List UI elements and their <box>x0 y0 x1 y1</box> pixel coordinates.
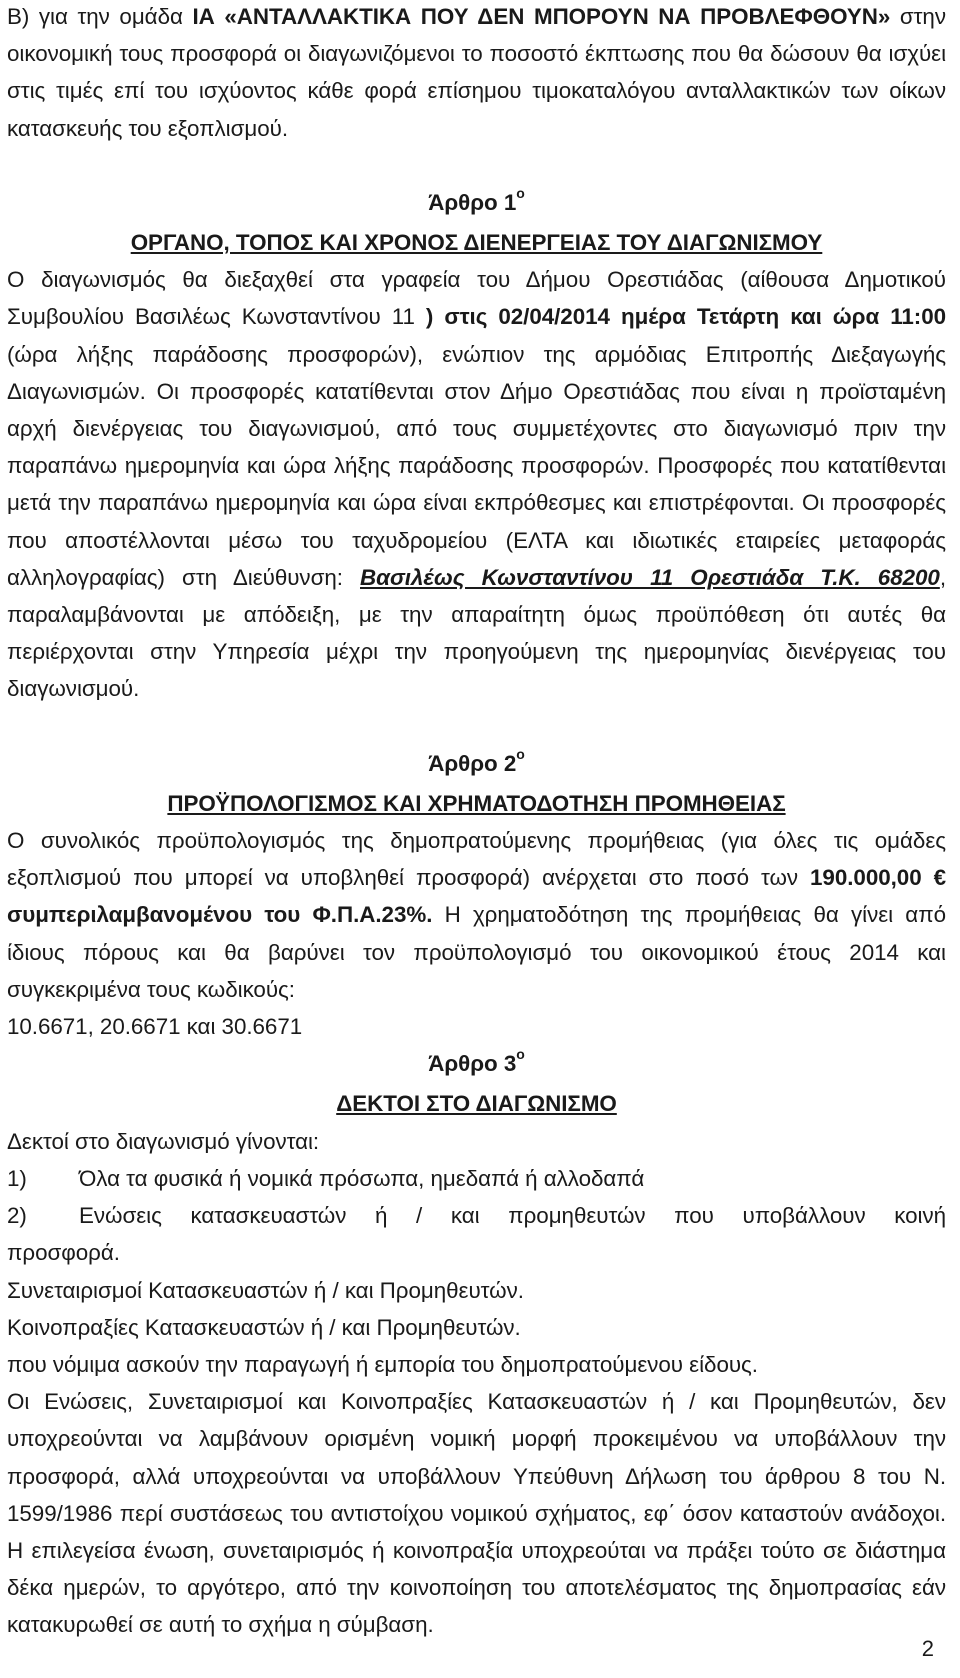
group-ia-title: ΙΑ «ΑΝΤΑΛΛΑΚΤΙΚΑ ΠΟΥ ΔΕΝ ΜΠΟΡΟΥΝ ΝΑ ΠΡΟΒΛΕΦΘΟΥΝ» <box>192 4 891 29</box>
intro-text: στην οικονομική τους προσφορά οι διαγωνιζόμενοι το ποσοστό έκπτωσης που θα δώσουν θα ισχύει στις τιμές επί του ισχύοντος κάθε φορά επίσημου τιμοκαταλόγου ανταλλακτικών των οίκων κατασκευής του εξοπλισμού. <box>7 4 946 141</box>
intro-prefix: Β) για την ομάδα <box>7 4 193 29</box>
list-item-continuation: προσφορά. <box>7 1240 120 1266</box>
ordinal-superscript: ο <box>516 745 525 762</box>
list-item: 1) Όλα τα φυσικά ή νομικά πρόσωπα, ημεδαπά ή αλλοδαπά <box>7 1165 645 1191</box>
list-item: 2) Ενώσεις κατασκευαστών ή / και προμηθευτών που υποβάλλουν κοινή <box>7 1197 946 1234</box>
ordinal-superscript: ο <box>516 184 525 201</box>
article-2-title: Άρθρο $2^o$ <box>428 745 525 776</box>
article-1-paragraph: Ο διαγωνισμός θα διεξαχθεί στα γραφεία του Δήμου Ορεστιάδας (αίθουσα Δημοτικού Συμβουλίου Βασιλέως Κωνσταντίνου 11 ) στις 02/04/2014 ημέρα Τετάρτη και ώρα 11:00 (ώρα λήξης παράδοσης προσφορών), ενώπιον της αρμόδιας Επιτροπής Διεξαγωγής Διαγωνισμών. Οι προσφορές κατατίθενται στον Δήμο Ορεστιάδας που είναι η προϊσταμένη αρχή διενέργειας του διαγωνισμού, από τους συμμετέχοντες στο διαγωνισμό πριν την παραπάνω ημερομηνία και ώρα λήξης παράδοσης προσφορών. Προσφορές που κατατίθενται μετά την παραπάνω ημερομηνία και ώρα είναι εκπρόθεσμες και επιστρέφονται. Οι προσφορές που αποστέλλονται μέσω του ταχυδρομείου (ΕΛΤΑ και ιδιωτικές εταιρείες μεταφοράς αλληλογραφίας) στη Διεύθυνση: Βασιλέως Κωνσταντίνου 11 Ορεστιάδα Τ.Κ. 68200, παραλαμβάνονται με απόδειξη, με την απαραίτητη όμως προϋπόθεση ότι αυτές θα περιέρχονται στην Υπηρεσία μέχρι την προηγούμενη της ημερομηνίας διενέργειας του διαγωνισμού. <box>7 267 947 702</box>
list-item-line: Ενώσεις κατασκευαστών ή / και προμηθευτών που υποβάλλουν κοινή <box>79 1203 946 1229</box>
page-number: 2 <box>921 1636 934 1661</box>
article-3-title: Άρθρο $3^o$ <box>428 1046 525 1077</box>
article-1-title: Άρθρο $1^o$ <box>428 184 525 215</box>
article-1-heading: ΟΡΓΑΝΟ, ΤΟΠΟΣ ΚΑΙ ΧΡΟΝΟΣ ΔΙΕΝΕΡΓΕΙΑΣ ΤΟΥ ΔΙΑΓΩΝΙΣΜΟΥ <box>130 230 823 256</box>
article-3-heading: ΔΕΚΤΟΙ ΣΤΟ ΔΙΑΓΩΝΙΣΜΟ <box>336 1091 617 1117</box>
article-3-paragraph: Οι Ενώσεις, Συνεταιρισμοί και Κοινοπραξίες Κατασκευαστών ή / και Προμηθευτών, δεν υποχρεούνται να λαμβάνουν ορισμένη νομική μορφή προκειμένου να υποβάλλουν την προσφορά, αλλά υποχρεούνται να υποβάλλουν Υπεύθυνη Δήλωση του άρθρου 8 του Ν. 1599/1986 περί συστάσεως του αντιστοίχου νομικού σχήματος, εφ΄ όσον καταστούν ανάδοχοι. Η επιλεγείσα ένωση, συνεταιρισμός ή κοινοπραξία υποχρεούται να πράξει τούτο σε διάστημα δέκα ημερών, το αργότερο, από την κοινοποίηση του αποτελέσματος της δημοπρασίας εάν κατακυρωθεί σε αυτή το σχήμα η σύμβαση. <box>7 1389 946 1638</box>
intro-paragraph <box>7 0 946 147</box>
ordinal-superscript: ο <box>516 1046 525 1063</box>
budget-codes: 10.6671, 20.6671 και 30.6671 <box>7 1014 303 1040</box>
postal-address: Βασιλέως Κωνσταντίνου 11 Ορεστιάδα Τ.Κ. 68200 <box>360 564 940 590</box>
eligible-lead: Δεκτοί στο διαγωνισμό γίνονται: <box>7 1128 320 1154</box>
joint-ventures-line: Κοινοπραξίες Κατασκευαστών ή / και Προμηθευτών. <box>7 1314 521 1340</box>
article-2-paragraph: Ο συνολικός προϋπολογισμός της δημοπρατούμενης προμήθειας (για όλες τις ομάδες εξοπλισμού που μπορεί να υποβληθεί προσφορά) ανέρχεται στο ποσό των 190.000,00 € συμπεριλαμβανομένου του Φ.Π.Α.23%. Η χρηματοδότηση της προμήθειας θα γίνει από ίδιους πόρους και θα βαρύνει τον προϋπολογισμό του οικονομικού έτους 2014 και συγκεκριμένα τους κωδικούς: <box>7 828 946 1002</box>
document-body <box>7 0 946 1644</box>
lawful-practice-line: που νόμιμα ασκούν την παραγωγή ή εμπορία του δημοπρατούμενου είδους. <box>7 1351 758 1377</box>
cooperatives-line: Συνεταιρισμοί Κατασκευαστών ή / και Προμηθευτών. <box>7 1277 524 1303</box>
date-time-bold: ) στις 02/04/2014 ημέρα Τετάρτη και ώρα 11:00 <box>425 304 947 330</box>
budget-amount: 190.000,00 € συμπεριλαμβανομένου του Φ.Π.Α.23%. <box>7 865 946 928</box>
article-2-heading: ΠΡΟΫΠΟΛΟΓΙΣΜΟΣ ΚΑΙ ΧΡΗΜΑΤΟΔΟΤΗΣΗ ΠΡΟΜΗΘΕΙΑΣ <box>167 790 786 816</box>
